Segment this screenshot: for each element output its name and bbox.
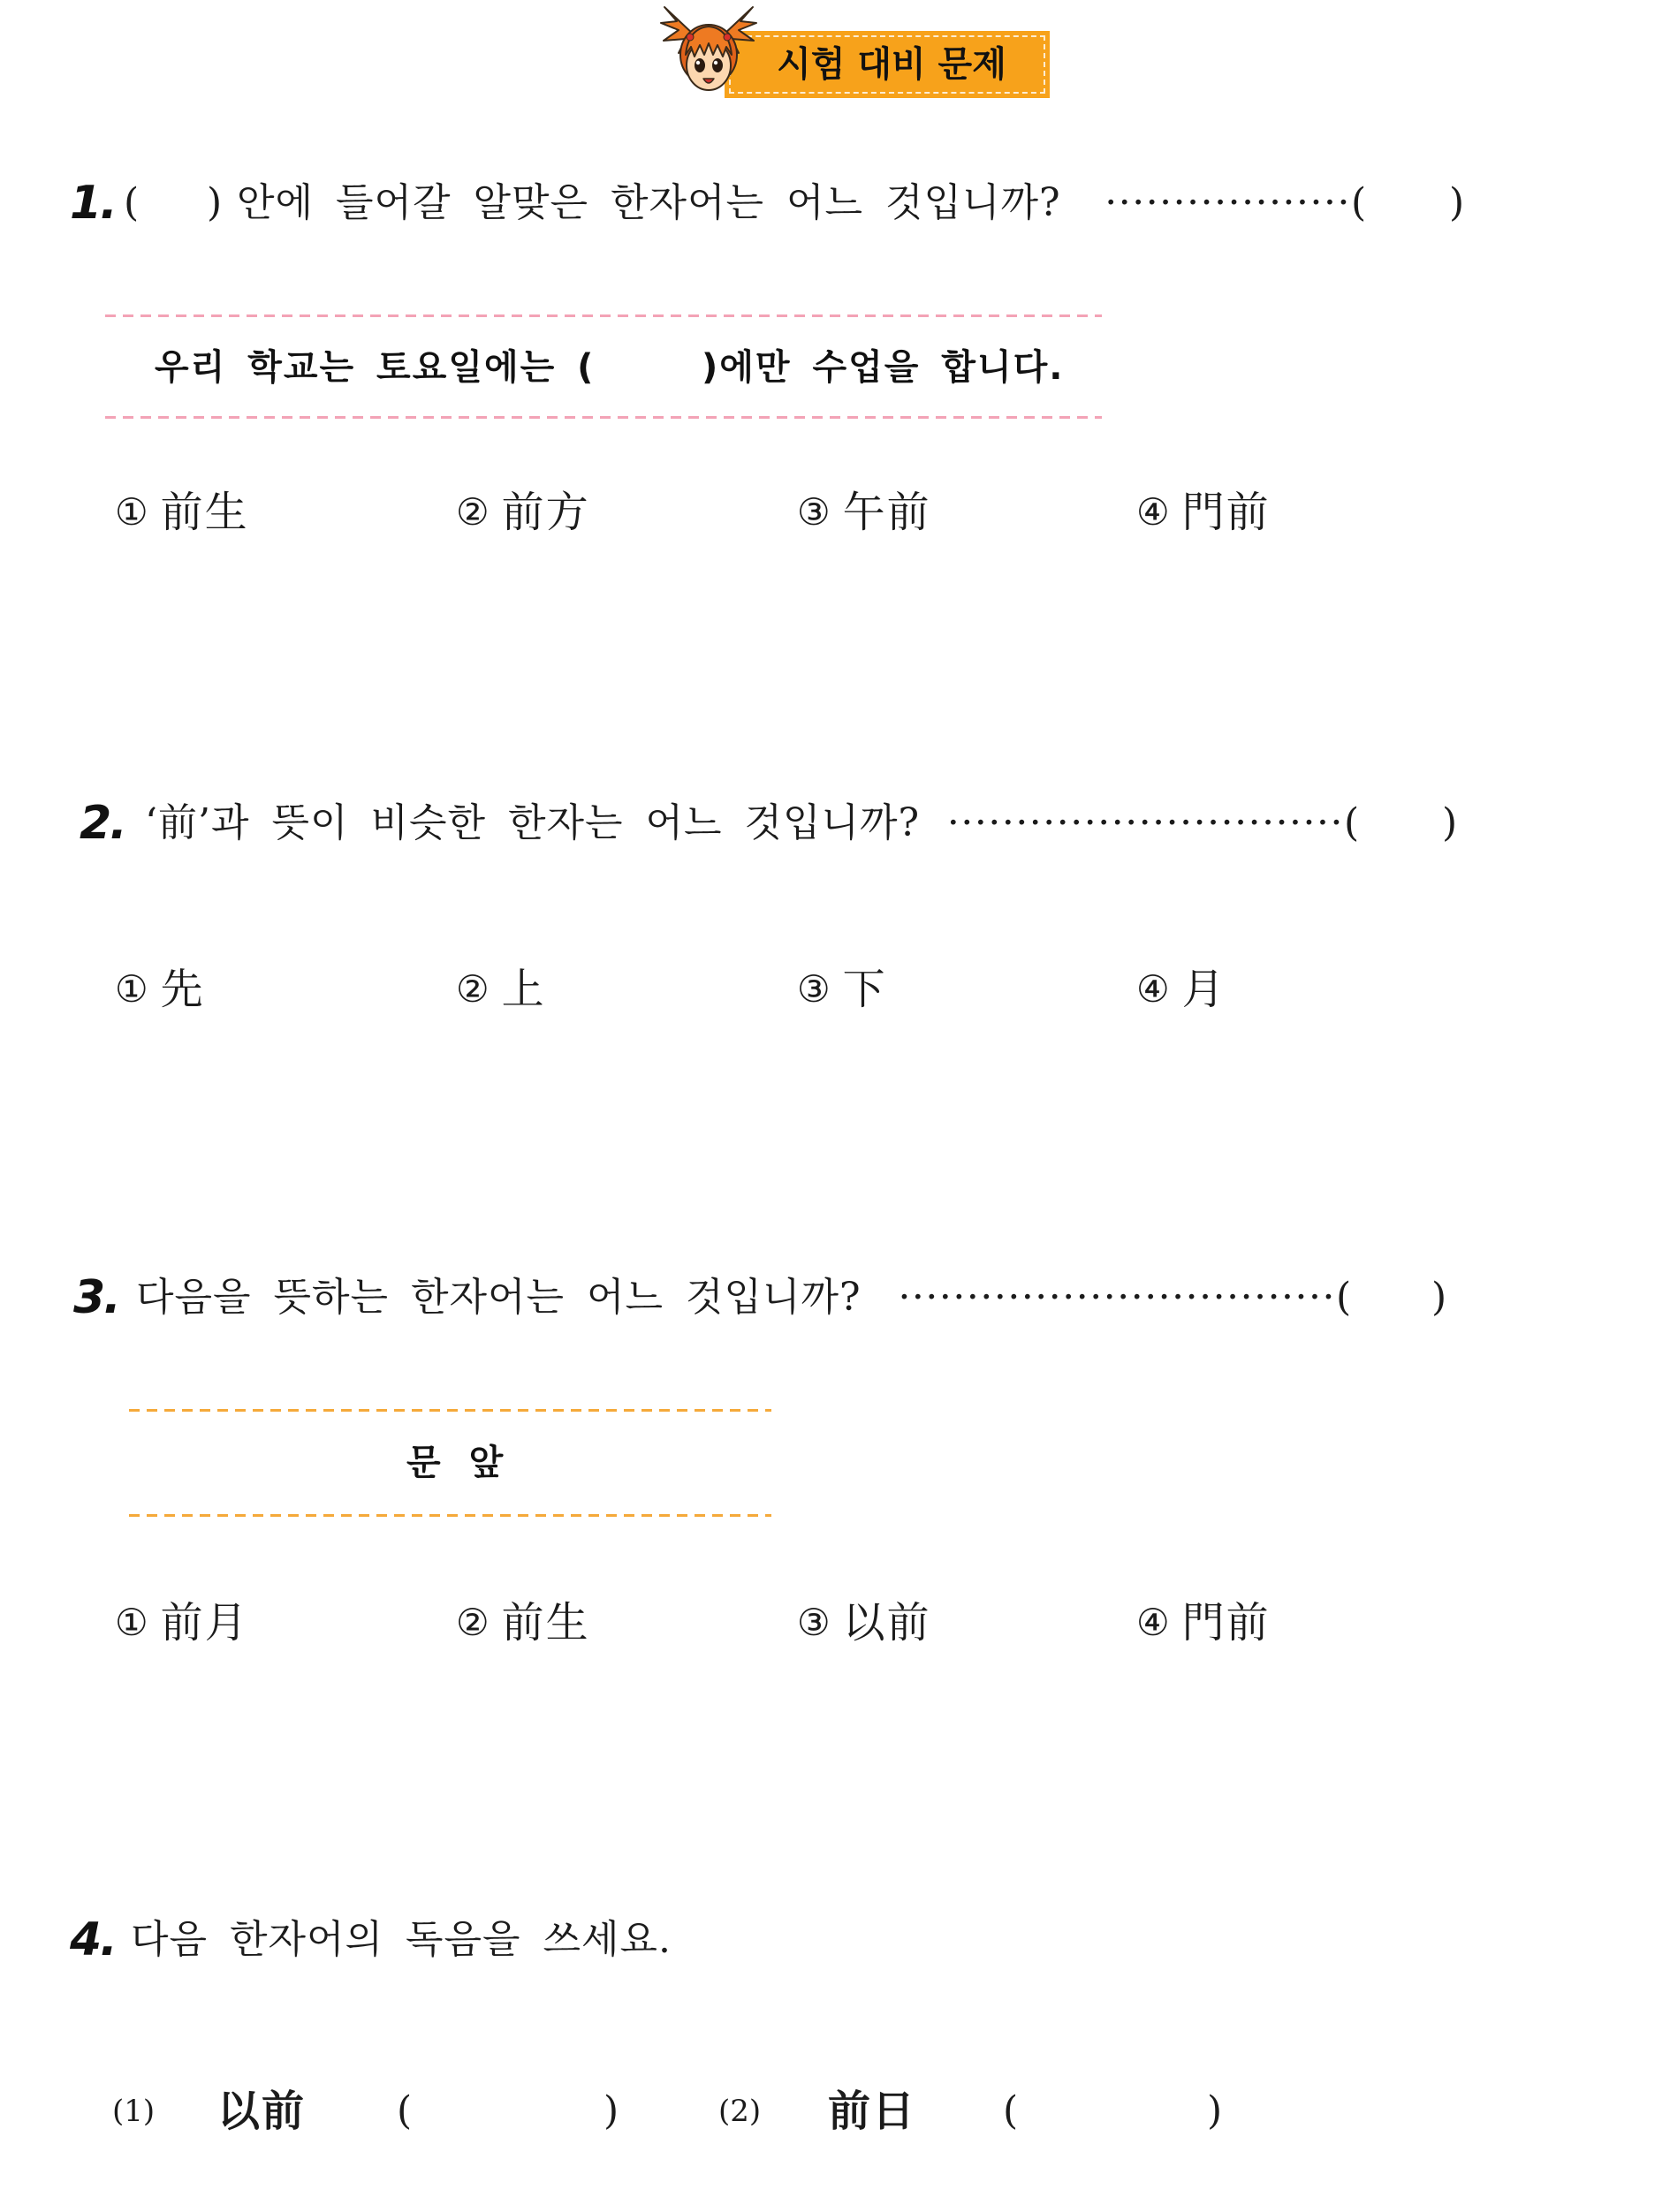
option-mark: ③ [797,967,831,1011]
option-text: 月 [1181,965,1226,1014]
page-title: 시험 대비 문제 [777,44,1006,85]
example-1-sentence-part1: 우리 학교는 토요일에는 ( [155,347,596,388]
example-box-3-bottom-line [129,1514,771,1517]
question-4-text: 다음 한자어의 독음을 쓰세요. [131,1917,672,1962]
option-mark: ② [456,490,490,534]
title-badge [725,31,1050,98]
option-mark: ④ [1136,1601,1170,1644]
question-4-item-1-mark: (1) [112,2094,156,2129]
example-box-3-top-line [129,1409,771,1412]
question-2-text: ‘前’과 뜻이 비슷한 한자는 어느 것입니까? [145,800,921,845]
question-4-item-1-answer-close[interactable]: ) [603,2088,619,2133]
example-1-sentence-part2: )에만 수업을 합니다. [702,347,1065,388]
question-1-blank-open: ( [124,180,140,225]
option-text: 門前 [1181,1598,1271,1648]
question-4-item-2-mark: (2) [718,2094,762,2129]
question-1-option-2[interactable] [456,484,590,541]
option-text: 前方 [501,488,590,537]
question-4-item-1-answer-open[interactable]: ( [397,2088,413,2133]
question-2-option-3[interactable] [797,961,887,1018]
option-mark: ④ [1136,967,1170,1011]
option-text: 上 [501,965,546,1014]
question-3-answer-close[interactable]: ) [1431,1275,1447,1320]
question-3-text: 다음을 뜻하는 한자어는 어느 것입니까? [136,1275,862,1320]
question-4-item-2-answer-open[interactable]: ( [1003,2088,1019,2133]
option-mark: ② [456,967,490,1011]
option-mark: ① [115,490,148,534]
question-2-option-2[interactable] [456,961,546,1018]
girl-mascot-icon [659,2,758,101]
question-1-blank-close: ) [207,180,223,225]
option-mark: ② [456,1601,490,1644]
question-3-answer-open[interactable]: ( [1336,1275,1352,1320]
question-1-leader-dots: ·················· [1104,180,1351,225]
option-mark: ③ [797,490,831,534]
question-3-option-4[interactable] [1136,1595,1271,1651]
question-3-option-2[interactable] [456,1595,590,1651]
question-1-text: 안에 들어갈 알맞은 한자어는 어느 것입니까? [237,180,1061,225]
question-4-item-2-answer-close[interactable]: ) [1207,2088,1223,2133]
question-3-line [136,1269,1336,1326]
question-3-option-3[interactable] [797,1595,931,1651]
example-box-1-top-line [105,314,1102,317]
question-2-leader-dots: ····························· [946,800,1344,845]
question-4-item-1-word: 以前 [217,2087,307,2136]
option-mark: ④ [1136,490,1170,534]
question-3-leader-dots: ································ [898,1275,1336,1320]
question-1-answer-open[interactable]: ( [1351,180,1367,225]
option-mark: ③ [797,1601,831,1644]
option-text: 午前 [842,488,931,537]
option-mark: ① [115,967,148,1011]
question-2-number: 2. [80,797,125,850]
option-text: 前生 [160,488,249,537]
question-3-number: 3. [73,1271,119,1324]
question-4-item-2-word: 前日 [828,2087,917,2136]
question-1-answer-close[interactable]: ) [1449,180,1465,225]
example-box-1-bottom-line [105,416,1102,419]
question-1-option-3[interactable] [797,484,931,541]
option-mark: ① [115,1601,148,1644]
question-2-option-4[interactable] [1136,961,1226,1018]
option-text: 先 [160,965,205,1014]
option-text: 前生 [501,1598,590,1648]
question-3-option-1[interactable] [115,1595,249,1651]
question-1-line [237,175,1351,231]
question-2-option-1[interactable] [115,961,205,1018]
option-text: 以前 [842,1598,931,1648]
option-text: 下 [842,965,887,1014]
question-4-number: 4. [70,1913,116,1966]
question-2-answer-close[interactable]: ) [1442,800,1458,845]
question-1-option-4[interactable] [1136,484,1271,541]
question-2-answer-open[interactable]: ( [1344,800,1360,845]
example-3-text: 문 앞 [406,1443,505,1483]
question-1-option-1[interactable] [115,484,249,541]
question-2-line [145,795,1344,852]
option-text: 門前 [1181,488,1271,537]
option-text: 前月 [160,1598,249,1648]
question-1-number: 1. [70,177,116,230]
